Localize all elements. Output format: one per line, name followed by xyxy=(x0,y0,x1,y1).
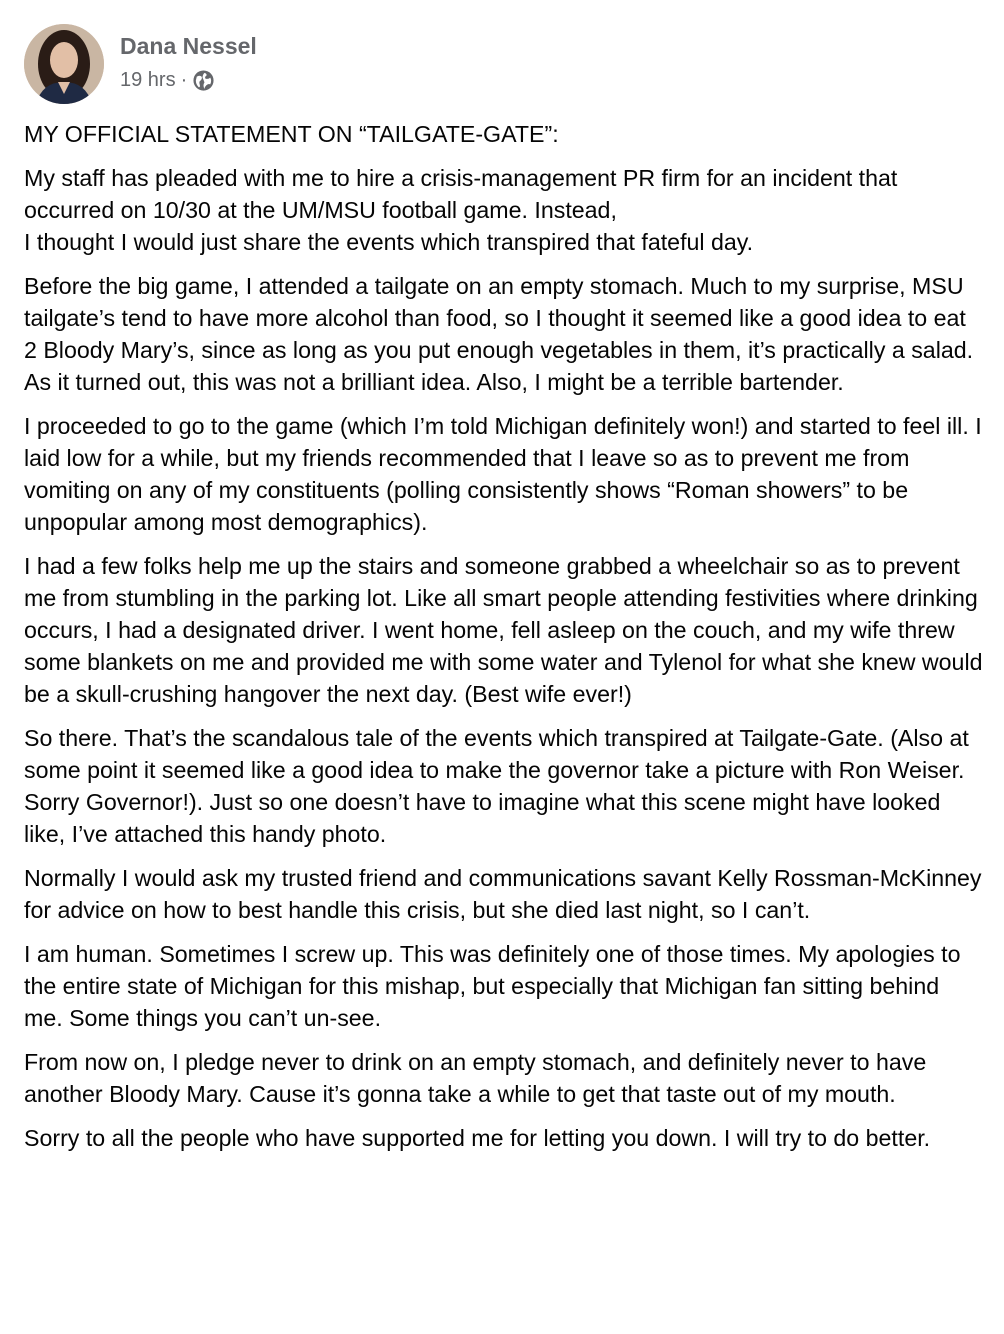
post-timestamp[interactable]: 19 hrs xyxy=(120,69,176,91)
post-paragraph: I proceeded to go to the game (which I’m told Michigan definitely won!) and started to feel ill. I laid low for a while, but my friends recommended that I leave so as to prevent me from vomiting on any of my constituents (polling consistently shows “Roman showers” to be unpopular among most demographics). xyxy=(24,413,982,535)
post-paragraph: So there. That’s the scandalous tale of the events which transpired at Tailgate-Gate. (Also at some point it seemed like a good idea to make the governor take a picture with Ron Weiser. Sorry Governor!). Just so one doesn’t have to imagine what this scene might have looked like, I’ve attached this handy photo. xyxy=(24,725,969,847)
post-body xyxy=(24,118,984,1166)
post-paragraph: I am human. Sometimes I screw up. This was definitely one of those times. My apologies to the entire state of Michigan for this mishap, but especially that Michigan fan sitting behind me. Some things you can’t un-see. xyxy=(24,941,961,1031)
post-paragraph: Sorry to all the people who have supported me for letting you down. I will try to do better. xyxy=(24,1125,931,1151)
author-name[interactable]: Dana Nessel xyxy=(120,33,257,59)
post-paragraph: I had a few folks help me up the stairs and someone grabbed a wheelchair so as to prevent me from stumbling in the parking lot. Like all smart people attending festivities where drinking occurs, I had a designated driver. I went home, fell asleep on the couch, and my wife threw some blankets on me and provided me with some water and Tylenol for what she knew would be a skull-crushing hangover the next day. (Best wife ever!) xyxy=(24,553,983,707)
post-paragraph: From now on, I pledge never to drink on an empty stomach, and definitely never to have another Bloody Mary. Cause it’s gonna take a while to get that taste out of my mouth. xyxy=(24,1049,927,1107)
post-header xyxy=(24,24,257,104)
post-paragraph-title: MY OFFICIAL STATEMENT ON “TAILGATE-GATE”: xyxy=(24,121,559,147)
post-meta xyxy=(120,24,257,92)
post-subline xyxy=(120,68,257,92)
globe-icon[interactable] xyxy=(192,69,215,92)
separator-dot: · xyxy=(180,69,188,91)
post-paragraph: My staff has pleaded with me to hire a crisis-management PR firm for an incident that occurred on 10/30 at the UM/MSU football game. Instead, I thought I would just share the events which transpired that fateful day. xyxy=(24,165,898,255)
post-paragraph: Before the big game, I attended a tailgate on an empty stomach. Much to my surprise, MSU tailgate’s tend to have more alcohol than food, so I thought it seemed like a good idea to eat 2 Bloody Mary’s, since as long as you put enough vegetables in them, it’s practically a salad. As it turned out, this was not a brilliant idea. Also, I might be a terrible bartender. xyxy=(24,273,974,395)
author-avatar[interactable] xyxy=(24,24,104,104)
profile-photo-icon xyxy=(24,24,104,104)
post-paragraph: Normally I would ask my trusted friend and communications savant Kelly Rossman-McKinney for advice on how to best handle this crisis, but she died last night, so I can’t. xyxy=(24,865,982,923)
